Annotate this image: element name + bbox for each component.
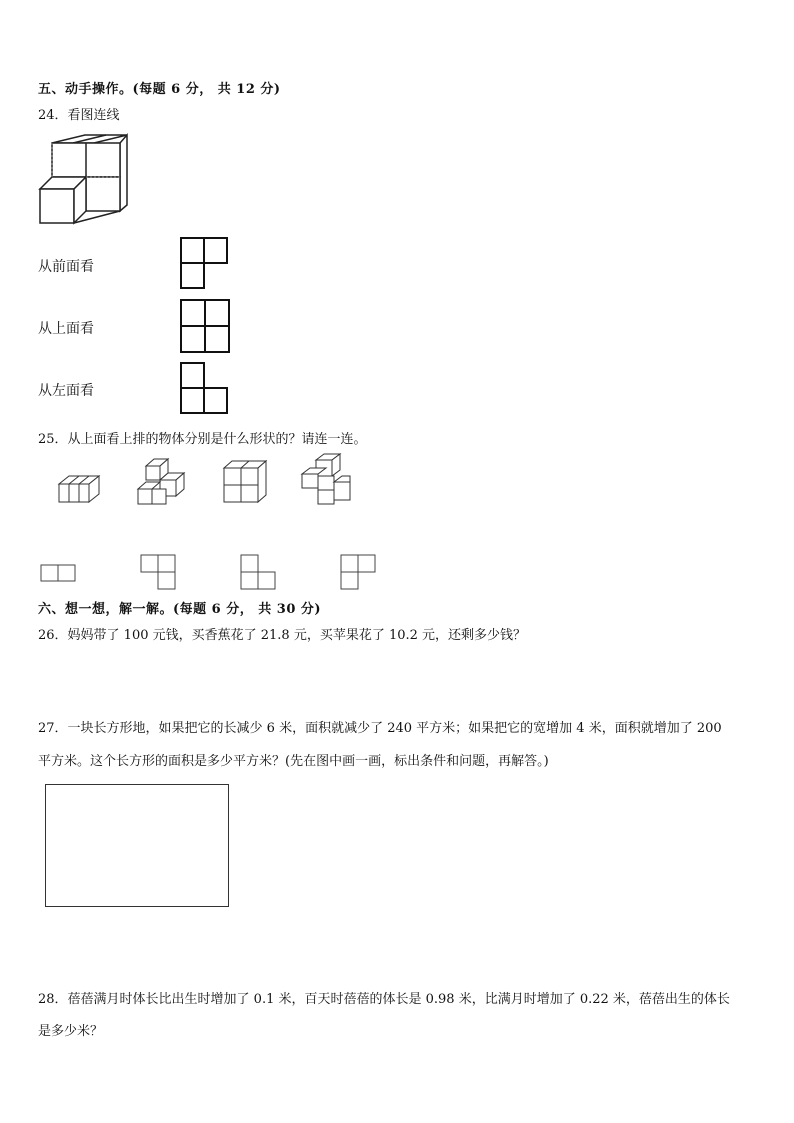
top-view-shape-2 [140, 554, 176, 590]
question-26-text: 26．妈妈带了 100 元钱，买香蕉花了 21.8 元，买苹果花了 10.2 元，还剩多少钱？ [38, 628, 527, 643]
section-6-title: 六、想一想，解一解。(每题 6 分， 共 30 分) [38, 602, 322, 617]
top-view-shape-1 [40, 564, 76, 582]
cube-figure-4 [300, 452, 354, 506]
top-view-shape-4 [340, 554, 376, 590]
view-label-top: 从上面看 [38, 321, 94, 337]
cube-stack-figure [40, 133, 132, 231]
top-view-shape-3 [240, 554, 276, 590]
question-27-line-1: 27．一块长方形地，如果把它的长减少 6 米，面积就减少了 240 平方米；如果把它的宽增加 4 米，面积就增加了 200 [38, 721, 722, 736]
rectangle-drawing-box[interactable] [45, 784, 229, 907]
view-label-front: 从前面看 [38, 259, 94, 275]
view-shape-l-bottom [180, 362, 228, 414]
view-label-left: 从左面看 [38, 383, 94, 399]
cube-figure-3 [222, 459, 270, 505]
section-5-title: 五、动手操作。(每题 6 分， 共 12 分) [38, 82, 281, 97]
question-28-line-2: 是多少米？ [38, 1024, 104, 1039]
question-24-text: 24．看图连线 [38, 108, 120, 123]
view-shape-l-top [180, 237, 228, 289]
question-28-line-1: 28．蓓蓓满月时体长比出生时增加了 0.1 米，百天时蓓蓓的体长是 0.98 米，比满月时增加了 0.22 米，蓓蓓出生的体长 [38, 992, 730, 1007]
question-25-text: 25．从上面看上排的物体分别是什么形状的？请连一连。 [38, 432, 367, 447]
question-27-line-2: 平方米。这个长方形的面积是多少平方米？(先在图中画一画，标出条件和问题，再解答。) [38, 754, 549, 769]
cube-figure-2 [136, 456, 188, 508]
cube-figure-1 [57, 470, 103, 504]
view-shape-square [180, 299, 230, 353]
